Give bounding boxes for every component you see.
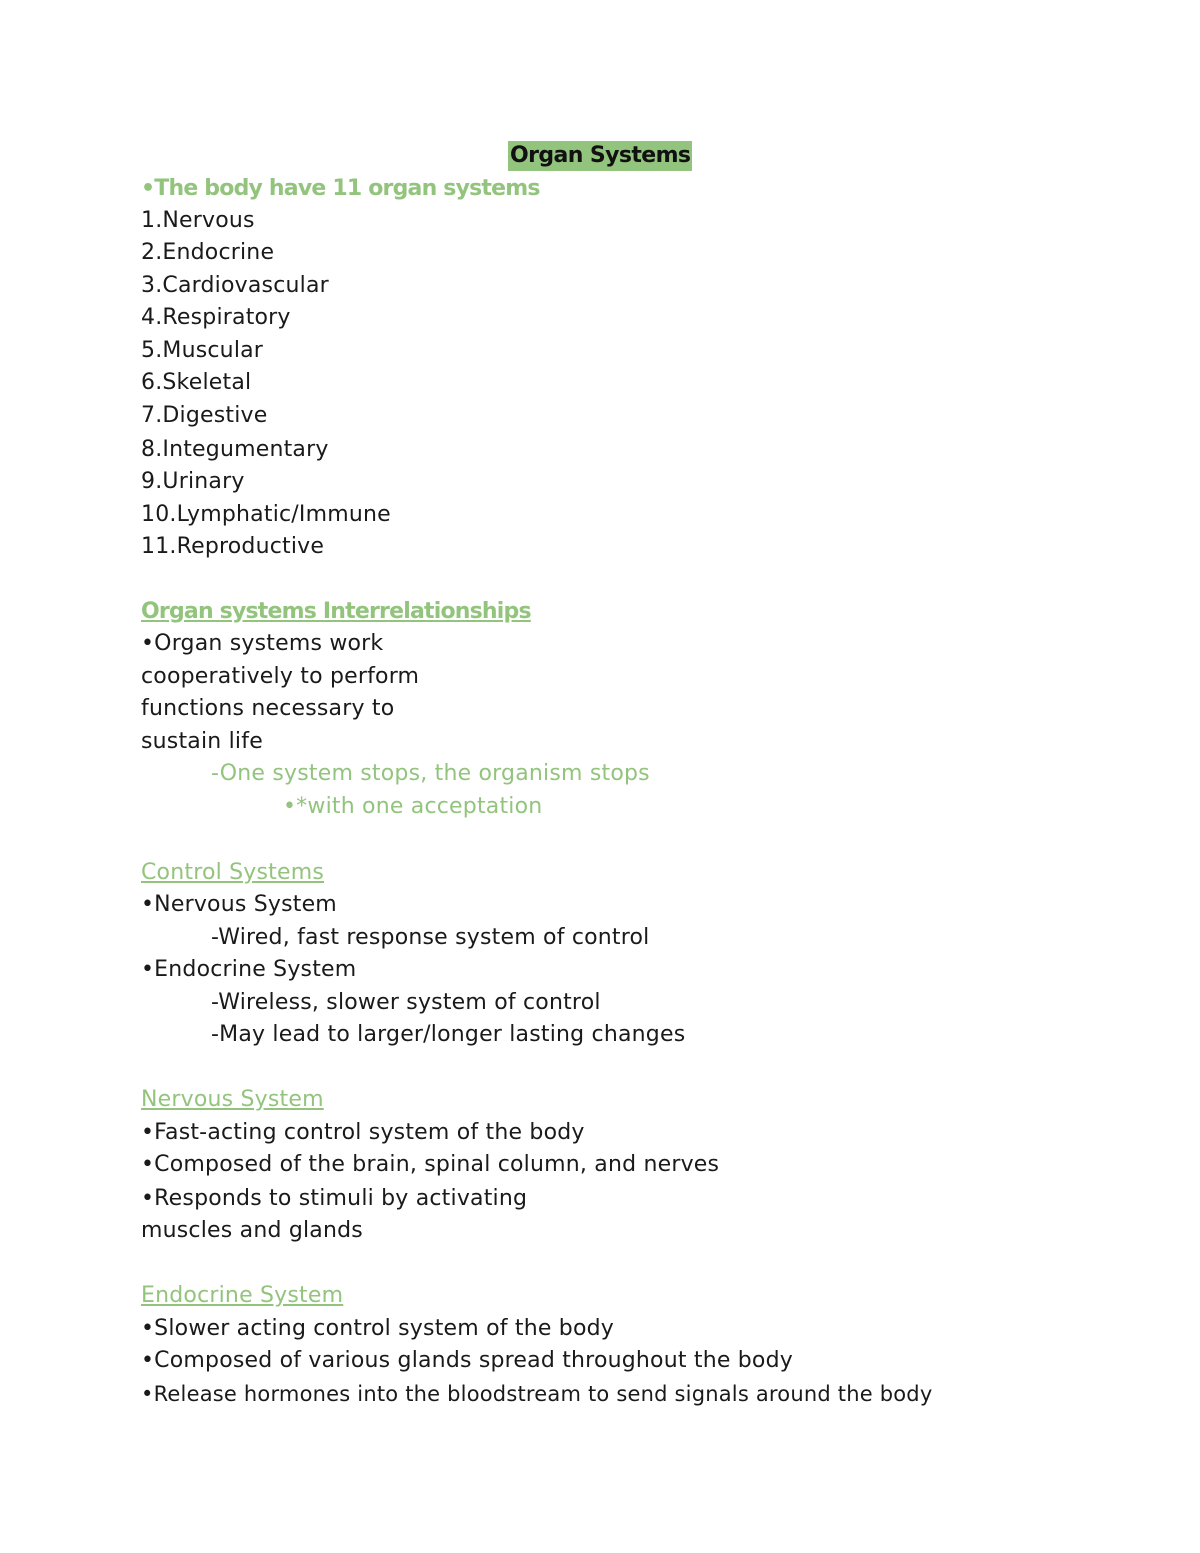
sub-point: -One system stops, the organism stops	[211, 761, 650, 786]
paragraph-line: sustain life	[141, 729, 263, 754]
paragraph-line: cooperatively to perform	[141, 664, 420, 689]
paragraph-line: •Organ systems work	[141, 631, 384, 656]
sub-sub-point: •*with one acceptation	[283, 794, 543, 819]
list-item: 6.Skeletal	[141, 370, 252, 395]
bullet-line: •Release hormones into the bloodstream to send signals around the body	[141, 1382, 933, 1406]
bullet-line: •Nervous System	[141, 892, 337, 917]
nervous-system-heading: Nervous System	[141, 1087, 324, 1112]
list-item: 11.Reproductive	[141, 534, 325, 559]
control-systems-heading: Control Systems	[141, 860, 325, 885]
sub-point: -Wireless, slower system of control	[211, 990, 601, 1015]
interrelationships-heading: Organ systems Interrelationships	[141, 599, 531, 624]
page-title: Organ Systems	[508, 141, 692, 171]
list-item: 7.Digestive	[141, 403, 268, 428]
list-item: 5.Muscular	[141, 338, 264, 363]
paragraph-line: functions necessary to	[141, 696, 395, 721]
paragraph-line: muscles and glands	[141, 1218, 363, 1243]
list-item: 4.Respiratory	[141, 305, 291, 330]
bullet-line: •Composed of the brain, spinal column, and nerves	[141, 1152, 720, 1177]
bullet-line: •Responds to stimuli by activating	[141, 1186, 528, 1211]
list-item: 8.Integumentary	[141, 437, 329, 462]
endocrine-system-heading: Endocrine System	[141, 1283, 344, 1308]
list-item: 9.Urinary	[141, 469, 245, 494]
sub-point: -Wired, fast response system of control	[211, 925, 650, 950]
bullet-line: •Endocrine System	[141, 957, 357, 982]
bullet-line: •Fast-acting control system of the body	[141, 1120, 585, 1145]
list-item: 3.Cardiovascular	[141, 273, 329, 298]
list-item: 1.Nervous	[141, 208, 255, 233]
list-item: 2.Endocrine	[141, 240, 275, 265]
bullet-line: •Slower acting control system of the body	[141, 1316, 614, 1341]
intro-line: •The body have 11 organ systems	[141, 176, 540, 201]
bullet-line: •Composed of various glands spread throughout the body	[141, 1348, 793, 1373]
sub-point: -May lead to larger/longer lasting changes	[211, 1022, 686, 1047]
list-item: 10.Lymphatic/Immune	[141, 502, 391, 527]
